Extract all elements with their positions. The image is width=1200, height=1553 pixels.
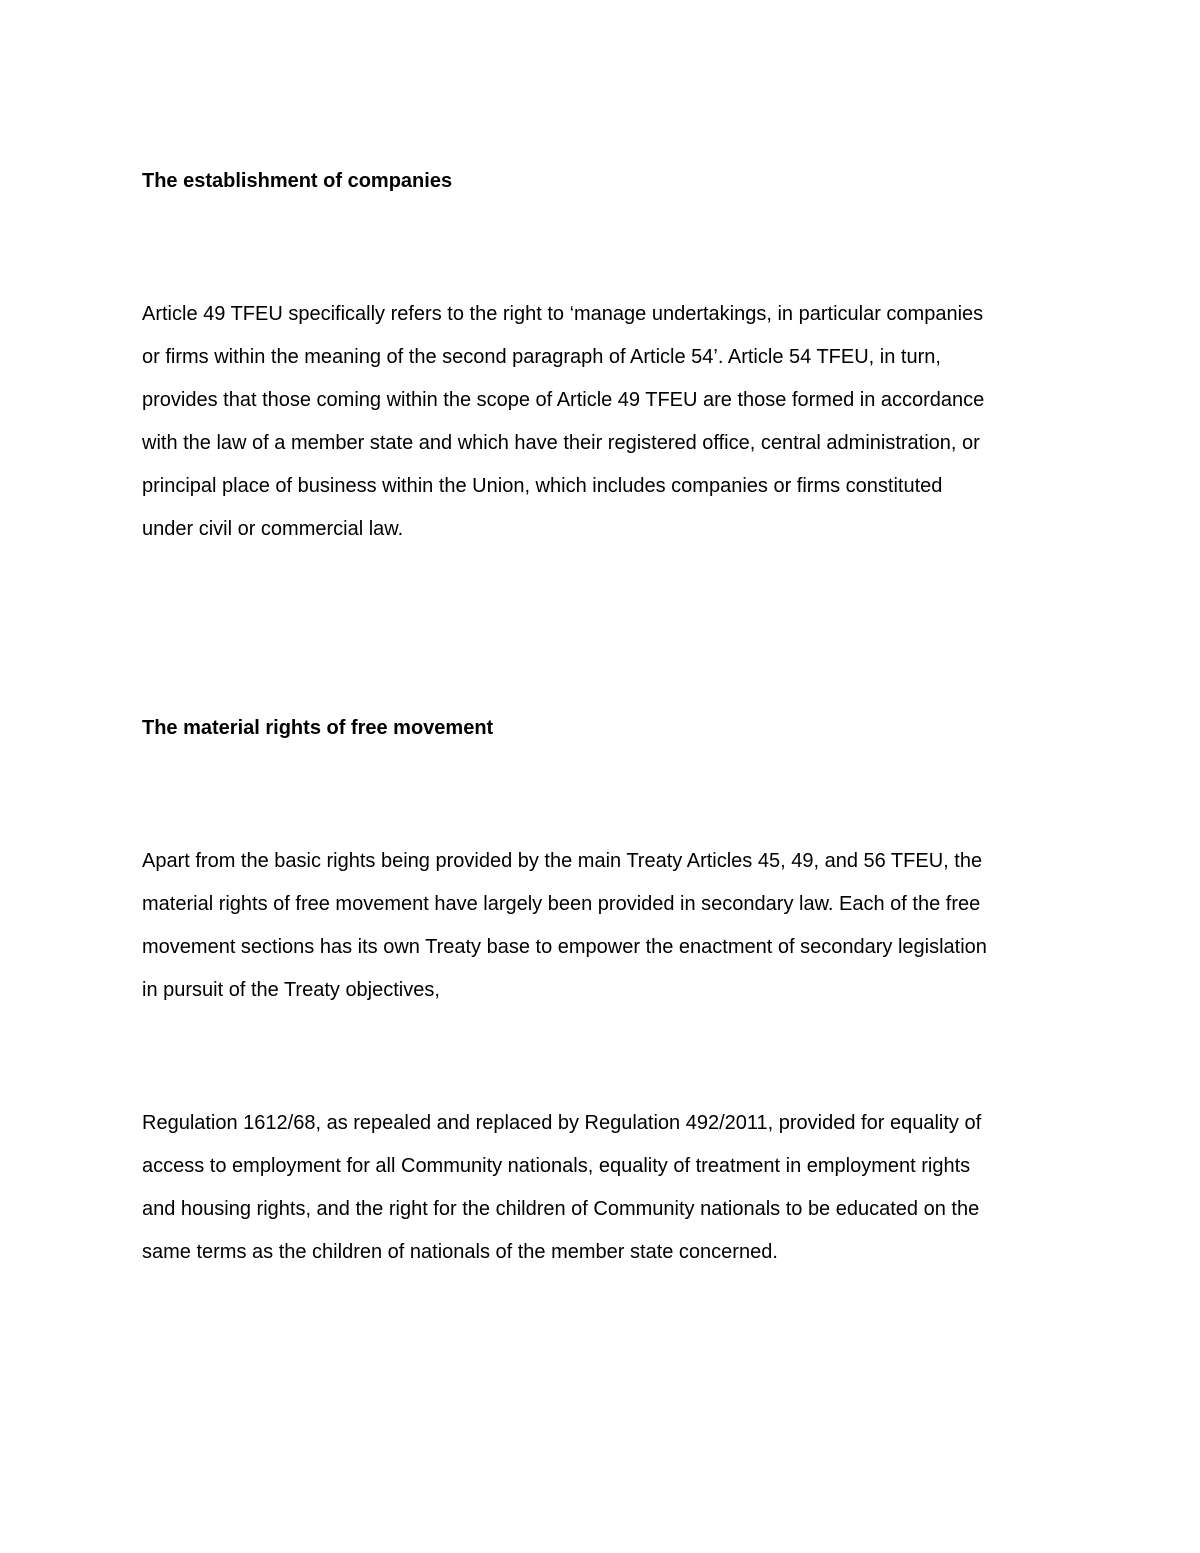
paragraph-line: material rights of free movement have largely been provided in secondary law. Each of the free [142, 893, 981, 915]
paragraph-line: Regulation 1612/68, as repealed and replaced by Regulation 492/2011, provided for equality of [142, 1112, 982, 1134]
paragraph-line: movement sections has its own Treaty base to empower the enactment of secondary legislation [142, 936, 987, 958]
paragraph-line: and housing rights, and the right for the children of Community nationals to be educated on the [142, 1198, 980, 1220]
paragraph-regulation-1612-68 [142, 1102, 981, 1274]
paragraph-line: principal place of business within the Union, which includes companies or firms constituted [142, 475, 943, 497]
paragraph-line: with the law of a member state and which have their registered office, central administration, or [142, 432, 980, 454]
section-heading-establishment-of-companies: The establishment of companies [142, 170, 453, 192]
paragraph-basic-rights [142, 840, 987, 1012]
paragraph-line: Apart from the basic rights being provided by the main Treaty Articles 45, 49, and 56 TFEU, the [142, 850, 983, 872]
paragraph-line: Article 49 TFEU specifically refers to the right to ‘manage undertakings, in particular companies [142, 303, 984, 325]
paragraph-line: under civil or commercial law. [142, 518, 404, 540]
paragraph-line: in pursuit of the Treaty objectives, [142, 979, 440, 1001]
paragraph-line: access to employment for all Community nationals, equality of treatment in employment rights [142, 1155, 971, 1177]
paragraph-line: same terms as the children of nationals of the member state concerned. [142, 1241, 778, 1263]
section-heading-material-rights: The material rights of free movement [142, 717, 494, 739]
paragraph-line: provides that those coming within the scope of Article 49 TFEU are those formed in accordance [142, 389, 985, 411]
paragraph-line: or firms within the meaning of the second paragraph of Article 54’. Article 54 TFEU, in turn, [142, 346, 941, 368]
paragraph-article-49 [142, 293, 984, 551]
